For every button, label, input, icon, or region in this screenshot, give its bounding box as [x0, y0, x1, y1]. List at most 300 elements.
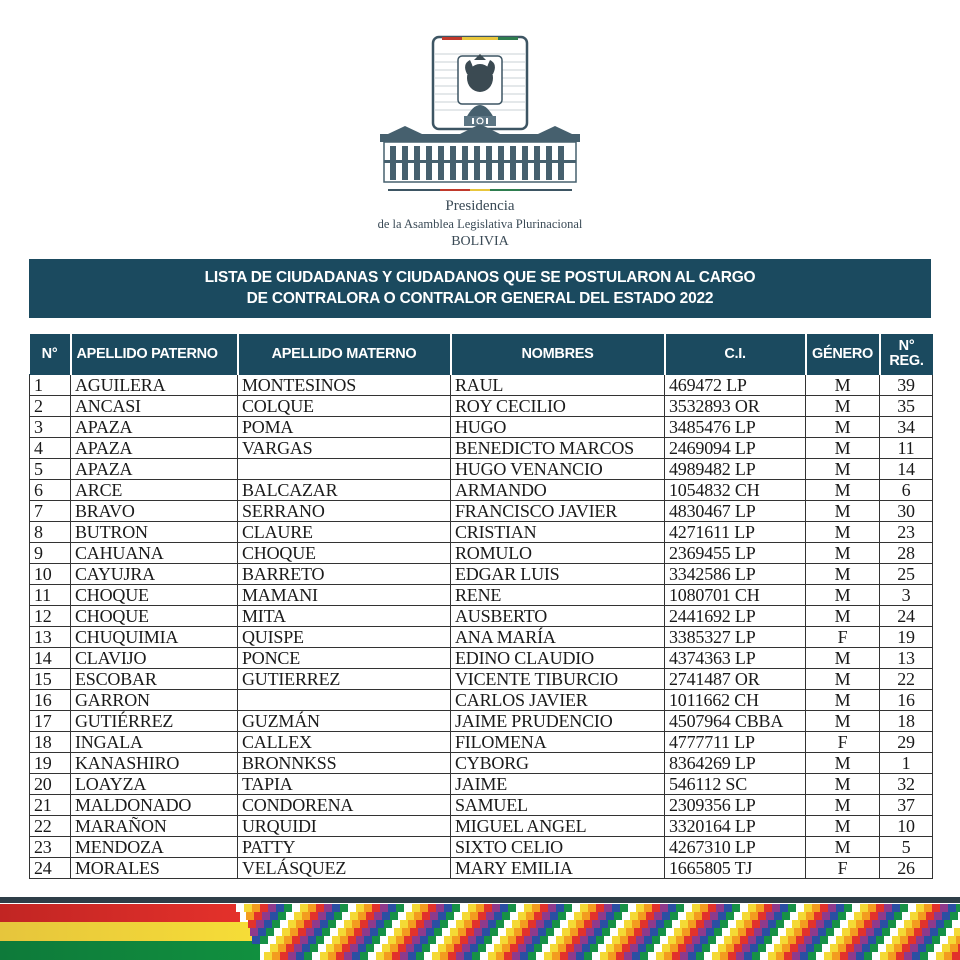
wiphala-square — [692, 936, 700, 944]
wiphala-square — [316, 904, 324, 912]
wiphala-square — [906, 928, 914, 936]
wiphala-square — [326, 944, 334, 952]
title-line-2: DE CONTRALORA O CONTRALOR GENERAL DEL ESTADO 2022 — [246, 290, 714, 307]
cell-apellido-paterno: LOAYZA — [71, 774, 238, 795]
wiphala-square — [350, 944, 358, 952]
cell-apellido-materno: MAMANI — [238, 585, 451, 606]
wiphala-square — [614, 944, 622, 952]
cell-nombres: ROMULO — [451, 543, 665, 564]
wiphala-square — [796, 904, 804, 912]
wiphala-square — [494, 912, 502, 920]
wiphala-square — [876, 904, 884, 912]
cell-apellido-paterno: BRAVO — [71, 501, 238, 522]
wiphala-square — [388, 904, 396, 912]
table-row — [30, 753, 933, 774]
wiphala-square — [720, 920, 728, 928]
cell-nombres: RAUL — [451, 375, 665, 396]
cell-nombres: ROY CECILIO — [451, 396, 665, 417]
cell-genero: M — [806, 585, 880, 606]
wiphala-square — [708, 904, 716, 912]
wiphala-square — [532, 904, 540, 912]
wiphala-square — [372, 936, 380, 944]
wiphala-square — [390, 944, 398, 952]
wiphala-square — [806, 944, 814, 952]
wiphala-square — [712, 952, 720, 960]
wiphala-square — [842, 928, 850, 936]
wiphala-square — [638, 912, 646, 920]
wiphala-square — [310, 944, 318, 952]
wiphala-square — [596, 904, 604, 912]
cell-genero: M — [806, 753, 880, 774]
cell-number: 18 — [30, 732, 71, 753]
wiphala-square — [832, 920, 840, 928]
wiphala-square — [540, 936, 548, 944]
wiphala-square — [562, 928, 570, 936]
wiphala-square — [754, 928, 762, 936]
wiphala-square — [316, 936, 324, 944]
wiphala-square — [564, 904, 572, 912]
wiphala-square — [746, 928, 754, 936]
cell-number: 10 — [30, 564, 71, 585]
wiphala-square — [858, 928, 866, 936]
wiphala-square — [814, 912, 822, 920]
cell-genero: M — [806, 711, 880, 732]
cell-apellido-paterno: KANASHIRO — [71, 753, 238, 774]
logo-title: Presidencia — [445, 198, 515, 214]
wiphala-square — [806, 912, 814, 920]
wiphala-square — [336, 952, 344, 960]
cell-number: 3 — [30, 417, 71, 438]
wiphala-square — [622, 912, 630, 920]
wiphala-square — [434, 928, 442, 936]
wiphala-square — [658, 928, 666, 936]
cell-nombres: HUGO VENANCIO — [451, 459, 665, 480]
wiphala-square — [488, 920, 496, 928]
cell-genero: M — [806, 606, 880, 627]
wiphala-square — [406, 944, 414, 952]
table-row — [30, 606, 933, 627]
wiphala-square — [444, 936, 452, 944]
wiphala-square — [328, 952, 336, 960]
wiphala-square — [650, 928, 658, 936]
wiphala-square — [826, 928, 834, 936]
cell-genero: F — [806, 858, 880, 879]
wiphala-square — [542, 912, 550, 920]
wiphala-square — [592, 920, 600, 928]
wiphala-square — [694, 912, 702, 920]
wiphala-square — [392, 920, 400, 928]
wiphala-square — [496, 920, 504, 928]
wiphala-square — [518, 912, 526, 920]
wiphala-square — [950, 944, 958, 952]
wiphala-square — [262, 944, 270, 952]
wiphala-square — [856, 920, 864, 928]
wiphala-square — [408, 920, 416, 928]
wiphala-square — [294, 912, 302, 920]
cell-genero: M — [806, 690, 880, 711]
wiphala-square — [500, 904, 508, 912]
wiphala-square — [246, 912, 254, 920]
wiphala-square — [510, 944, 518, 952]
cell-apellido-paterno: APAZA — [71, 459, 238, 480]
wiphala-square — [428, 936, 436, 944]
wiphala-square — [818, 928, 826, 936]
cell-nombres: RENE — [451, 585, 665, 606]
wiphala-square — [512, 952, 520, 960]
wiphala-square — [800, 920, 808, 928]
wiphala-square — [544, 952, 552, 960]
wiphala-square — [440, 920, 448, 928]
wiphala-square — [334, 944, 342, 952]
cell-genero: F — [806, 732, 880, 753]
wiphala-square — [656, 920, 664, 928]
wiphala-square — [306, 928, 314, 936]
wiphala-square — [666, 928, 674, 936]
cell-apellido-materno: GUTIERREZ — [238, 669, 451, 690]
table-row — [30, 585, 933, 606]
wiphala-square — [266, 928, 274, 936]
cell-number: 11 — [30, 585, 71, 606]
wiphala-square — [464, 920, 472, 928]
wiphala-square — [918, 912, 926, 920]
wiphala-square — [776, 952, 784, 960]
wiphala-square — [834, 928, 842, 936]
wiphala-square — [768, 952, 776, 960]
wiphala-square — [782, 912, 790, 920]
cell-apellido-paterno: CHOQUE — [71, 585, 238, 606]
wiphala-square — [334, 912, 342, 920]
cell-ci: 2369455 LP — [665, 543, 806, 564]
wiphala-square — [792, 920, 800, 928]
wiphala-square — [952, 920, 960, 928]
wiphala-square — [766, 912, 774, 920]
cell-number: 23 — [30, 837, 71, 858]
wiphala-square — [696, 952, 704, 960]
wiphala-square — [452, 904, 460, 912]
wiphala-square — [256, 920, 264, 928]
cell-nombres: FRANCISCO JAVIER — [451, 501, 665, 522]
wiphala-square — [324, 936, 332, 944]
wiphala-square — [346, 928, 354, 936]
wiphala-square — [740, 936, 748, 944]
wiphala-square — [376, 952, 384, 960]
table-row — [30, 690, 933, 711]
cell-apellido-paterno: INGALA — [71, 732, 238, 753]
wiphala-square — [304, 952, 312, 960]
wiphala-square — [486, 912, 494, 920]
wiphala-square — [634, 928, 642, 936]
wiphala-square — [710, 944, 718, 952]
wiphala-square — [364, 904, 372, 912]
wiphala-square — [430, 944, 438, 952]
wiphala-square — [668, 904, 676, 912]
cell-ci: 1665805 TJ — [665, 858, 806, 879]
wiphala-square — [822, 944, 830, 952]
wiphala-square — [310, 912, 318, 920]
wiphala-square — [288, 952, 296, 960]
wiphala-square — [534, 912, 542, 920]
wiphala-square — [390, 912, 398, 920]
wiphala-square — [458, 928, 466, 936]
table-row — [30, 669, 933, 690]
cell-apellido-materno — [238, 459, 451, 480]
wiphala-square — [812, 936, 820, 944]
wiphala-square — [456, 920, 464, 928]
col-header-registro-line1: N° — [898, 338, 915, 354]
wiphala-square — [378, 928, 386, 936]
cell-apellido-materno: VELÁSQUEZ — [238, 858, 451, 879]
wiphala-square — [668, 936, 676, 944]
cell-apellido-paterno: MENDOZA — [71, 837, 238, 858]
wiphala-square — [902, 944, 910, 952]
cell-registro: 16 — [880, 690, 933, 711]
wiphala-square — [408, 952, 416, 960]
wiphala-square — [332, 904, 340, 912]
wiphala-square — [282, 928, 290, 936]
cell-apellido-paterno: ESCOBAR — [71, 669, 238, 690]
wiphala-square — [276, 904, 284, 912]
wiphala-square — [832, 952, 840, 960]
wiphala-square — [556, 904, 564, 912]
wiphala-square — [860, 936, 868, 944]
wiphala-square — [286, 944, 294, 952]
wiphala-square — [450, 928, 458, 936]
cell-number: 12 — [30, 606, 71, 627]
cell-ci: 4507964 CBBA — [665, 711, 806, 732]
wiphala-square — [570, 928, 578, 936]
wiphala-square — [552, 952, 560, 960]
wiphala-square — [670, 912, 678, 920]
wiphala-square — [600, 920, 608, 928]
wiphala-square — [798, 912, 806, 920]
wiphala-square — [846, 912, 854, 920]
cell-nombres: FILOMENA — [451, 732, 665, 753]
cell-apellido-materno: SERRANO — [238, 501, 451, 522]
wiphala-square — [672, 952, 680, 960]
cell-number: 22 — [30, 816, 71, 837]
wiphala-square — [368, 920, 376, 928]
wiphala-square — [700, 936, 708, 944]
wiphala-square — [486, 944, 494, 952]
cell-apellido-paterno: CHUQUIMIA — [71, 627, 238, 648]
wiphala-square — [474, 928, 482, 936]
wiphala-square — [912, 920, 920, 928]
wiphala-square — [376, 920, 384, 928]
wiphala-square — [790, 912, 798, 920]
cell-registro: 30 — [880, 501, 933, 522]
title-line-1: LISTA DE CIUDADANAS Y CIUDADANOS QUE SE POSTULARON AL CARGO — [204, 269, 756, 286]
wiphala-square — [776, 920, 784, 928]
wiphala-square — [948, 904, 956, 912]
wiphala-square — [750, 944, 758, 952]
wiphala-square — [796, 936, 804, 944]
cell-registro: 32 — [880, 774, 933, 795]
wiphala-square — [444, 904, 452, 912]
wiphala-square — [734, 912, 742, 920]
wiphala-square — [484, 936, 492, 944]
cell-number: 4 — [30, 438, 71, 459]
wiphala-square — [604, 904, 612, 912]
wiphala-square — [540, 904, 548, 912]
wiphala-square — [274, 928, 282, 936]
wiphala-square — [878, 912, 886, 920]
wiphala-square — [844, 904, 852, 912]
cell-apellido-materno: VARGAS — [238, 438, 451, 459]
wiphala-square — [724, 904, 732, 912]
table-row — [30, 711, 933, 732]
wiphala-square — [670, 944, 678, 952]
cell-number: 19 — [30, 753, 71, 774]
col-header-nombres: NOMBRES — [451, 334, 665, 375]
wiphala-square — [862, 944, 870, 952]
col-header-registro — [880, 334, 933, 375]
cell-nombres: EDGAR LUIS — [451, 564, 665, 585]
cell-registro: 6 — [880, 480, 933, 501]
wiphala-square — [840, 920, 848, 928]
wiphala-square — [516, 936, 524, 944]
wiphala-square — [534, 944, 542, 952]
wiphala-square — [824, 952, 832, 960]
wiphala-square — [502, 912, 510, 920]
wiphala-square — [810, 928, 818, 936]
wiphala-square — [930, 928, 938, 936]
wiphala-square — [440, 952, 448, 960]
wiphala-square — [632, 952, 640, 960]
wiphala-square — [644, 936, 652, 944]
wiphala-square — [602, 928, 610, 936]
wiphala-square — [942, 912, 950, 920]
wiphala-square — [682, 928, 690, 936]
wiphala-square — [360, 952, 368, 960]
wiphala-square — [520, 920, 528, 928]
wiphala-square — [380, 904, 388, 912]
wiphala-square — [916, 904, 924, 912]
wiphala-square — [708, 936, 716, 944]
wiphala-square — [446, 912, 454, 920]
wiphala-square — [954, 928, 960, 936]
wiphala-square — [386, 928, 394, 936]
wiphala-square — [616, 920, 624, 928]
table-row — [30, 501, 933, 522]
wiphala-square — [664, 920, 672, 928]
wiphala-square — [524, 904, 532, 912]
wiphala-square — [874, 928, 882, 936]
wiphala-square — [762, 928, 770, 936]
wiphala-square — [560, 920, 568, 928]
wiphala-square — [500, 936, 508, 944]
wiphala-square — [320, 920, 328, 928]
cell-number: 9 — [30, 543, 71, 564]
wiphala-square — [400, 920, 408, 928]
wiphala-square — [932, 936, 940, 944]
wiphala-square — [318, 912, 326, 920]
wiphala-square — [470, 944, 478, 952]
cell-ci: 3320164 LP — [665, 816, 806, 837]
wiphala-square — [568, 920, 576, 928]
cell-nombres: CARLOS JAVIER — [451, 690, 665, 711]
wiphala-square — [554, 928, 562, 936]
cell-apellido-materno: MITA — [238, 606, 451, 627]
cell-ci: 4374363 LP — [665, 648, 806, 669]
wiphala-square — [480, 952, 488, 960]
wiphala-square — [498, 928, 506, 936]
wiphala-square — [258, 928, 266, 936]
wiphala-square — [268, 936, 276, 944]
cell-genero: M — [806, 396, 880, 417]
wiphala-square — [584, 952, 592, 960]
wiphala-square — [636, 904, 644, 912]
cell-genero: M — [806, 648, 880, 669]
cell-nombres: ARMANDO — [451, 480, 665, 501]
wiphala-square — [628, 904, 636, 912]
cell-genero: M — [806, 522, 880, 543]
wiphala-square — [504, 920, 512, 928]
wiphala-square — [686, 944, 694, 952]
wiphala-square — [720, 952, 728, 960]
wiphala-square — [654, 912, 662, 920]
wiphala-square — [854, 912, 862, 920]
wiphala-square — [608, 952, 616, 960]
wiphala-square — [926, 944, 934, 952]
wiphala-square — [524, 936, 532, 944]
cell-registro: 19 — [880, 627, 933, 648]
wiphala-square — [924, 936, 932, 944]
wiphala-square — [788, 904, 796, 912]
table-row — [30, 375, 933, 396]
wiphala-square — [656, 952, 664, 960]
cell-genero: M — [806, 543, 880, 564]
cell-registro: 14 — [880, 459, 933, 480]
wiphala-square — [928, 952, 936, 960]
wiphala-square — [728, 920, 736, 928]
wiphala-square — [604, 936, 612, 944]
wiphala-square — [326, 912, 334, 920]
wiphala-square — [756, 936, 764, 944]
wiphala-square — [260, 936, 268, 944]
wiphala-square — [526, 912, 534, 920]
wiphala-square — [636, 936, 644, 944]
wiphala-square — [374, 912, 382, 920]
wiphala-square — [494, 944, 502, 952]
wiphala-square — [908, 904, 916, 912]
wiphala-square — [872, 920, 880, 928]
wiphala-square — [678, 944, 686, 952]
wiphala-square — [292, 904, 300, 912]
cell-ci: 2741487 OR — [665, 669, 806, 690]
wiphala-square — [726, 912, 734, 920]
wiphala-square — [714, 928, 722, 936]
wiphala-square — [904, 952, 912, 960]
cell-registro: 5 — [880, 837, 933, 858]
cell-apellido-paterno: MARAÑON — [71, 816, 238, 837]
wiphala-square — [752, 920, 760, 928]
cell-apellido-materno: URQUIDI — [238, 816, 451, 837]
wiphala-square — [902, 912, 910, 920]
wiphala-square — [544, 920, 552, 928]
wiphala-square — [624, 920, 632, 928]
wiphala-square — [338, 928, 346, 936]
wiphala-square — [414, 944, 422, 952]
wiphala-square — [322, 928, 330, 936]
cell-ci: 1080701 CH — [665, 585, 806, 606]
cell-registro: 3 — [880, 585, 933, 606]
cell-apellido-materno: BALCAZAR — [238, 480, 451, 501]
cell-nombres: CRISTIAN — [451, 522, 665, 543]
wiphala-square — [662, 912, 670, 920]
wiphala-square — [664, 952, 672, 960]
cell-nombres: JAIME PRUDENCIO — [451, 711, 665, 732]
wiphala-square — [640, 920, 648, 928]
